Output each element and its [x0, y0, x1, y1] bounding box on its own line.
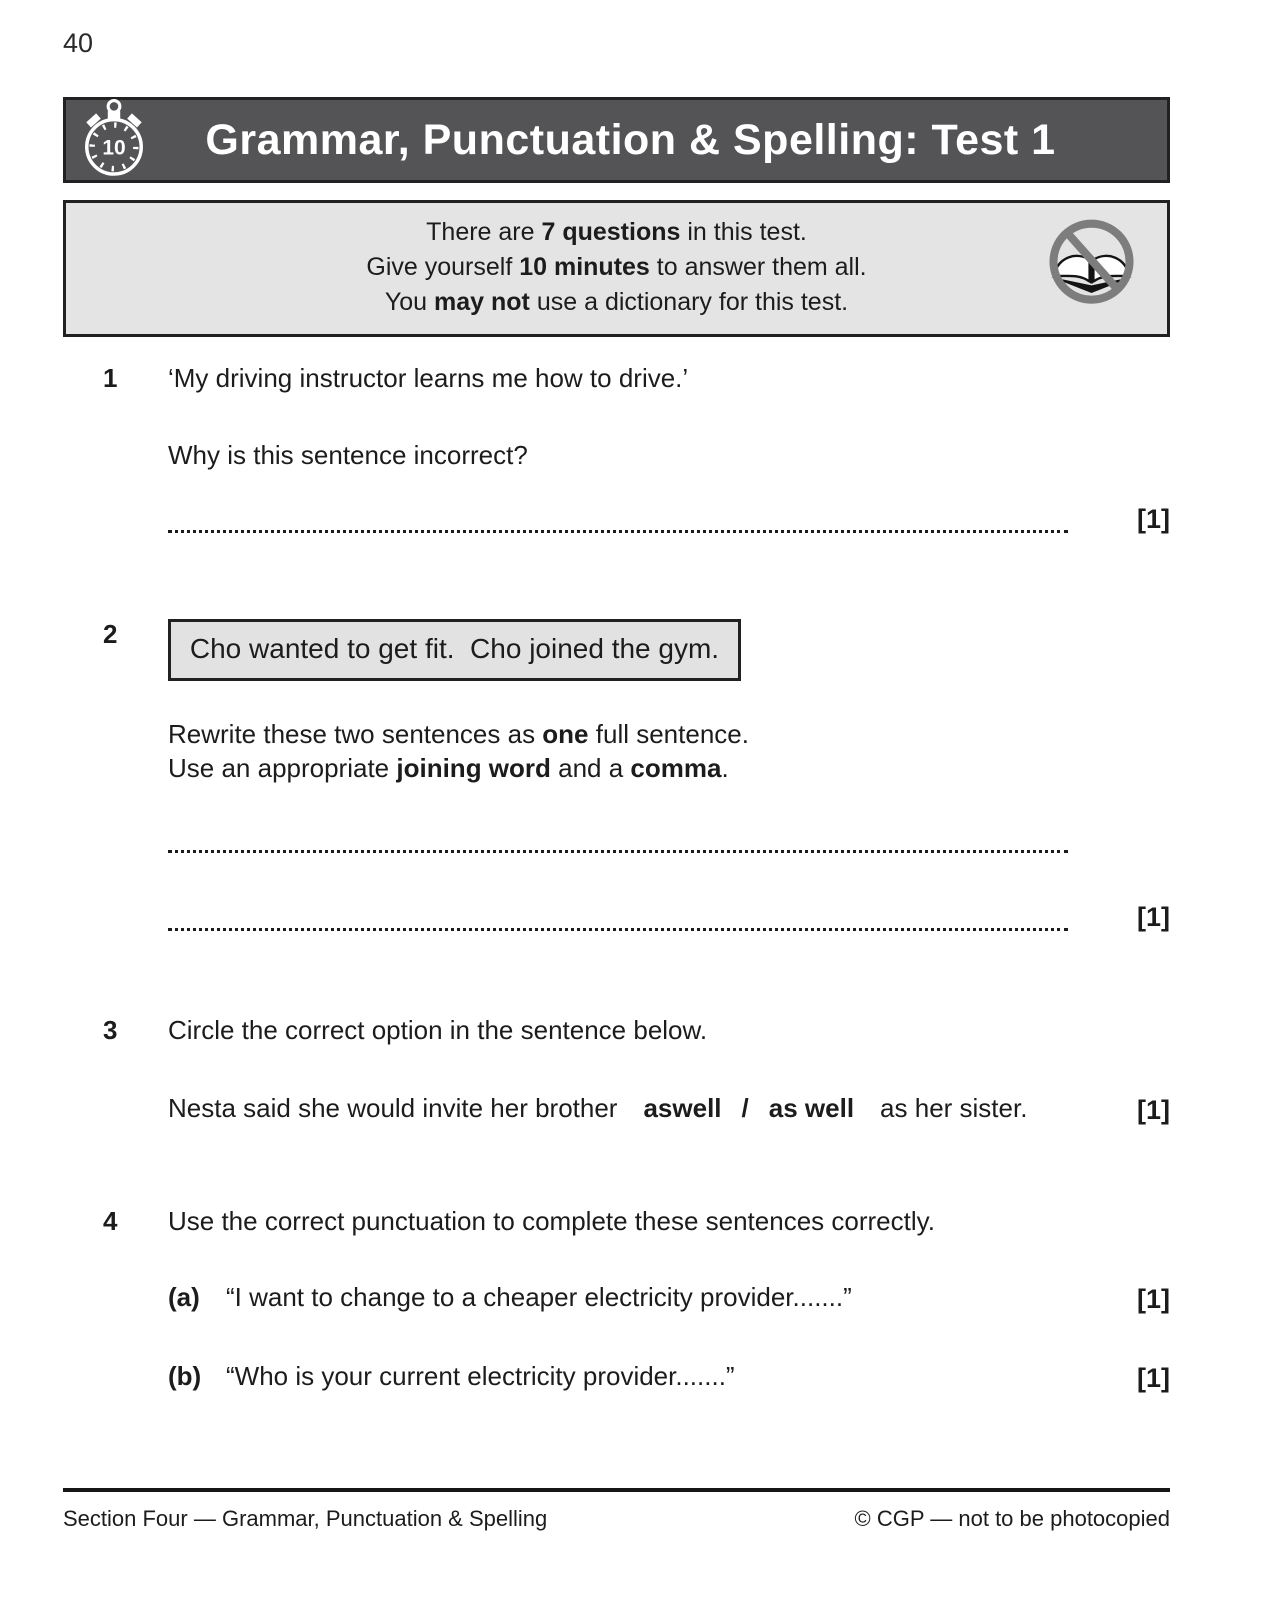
question-4a-marks: [1]: [1137, 1284, 1170, 1314]
question-1-prompt: Why is this sentence incorrect?: [168, 440, 528, 470]
instruction-bold: joining word: [396, 753, 551, 783]
instruction-bold: 7 questions: [541, 218, 681, 246]
page-number: 40: [63, 28, 94, 58]
instruction-text: Give yourself: [366, 253, 520, 281]
instruction-bold: may not: [434, 288, 530, 316]
instruction-text: use a dictionary for this test.: [529, 288, 849, 316]
question-2-stimulus-box: Cho wanted to get fit. Cho joined the gym.: [168, 619, 741, 681]
question-4b-label: (b): [168, 1361, 202, 1391]
question-3-option-aswell: aswell: [643, 1093, 722, 1123]
test-header-banner: [63, 97, 1170, 183]
instruction-bold: comma: [630, 753, 722, 783]
stopwatch-icon: [79, 97, 149, 183]
question-4b-marks: [1]: [1137, 1363, 1170, 1393]
question-2-answer-row: [168, 897, 1170, 931]
question-3: [63, 1015, 1170, 1045]
question-4a-row: [168, 1282, 1170, 1313]
question-2-instruction-line-2: [168, 751, 1170, 785]
question-1-marks: [1]: [1137, 504, 1170, 534]
question-3-sentence-start: Nesta said she would invite her brother: [168, 1093, 618, 1123]
instruction-text: Rewrite these two sentences as: [168, 719, 543, 749]
question-1-number: 1: [103, 363, 118, 393]
test-instructions-box: [63, 200, 1170, 337]
instruction-text: in this test.: [680, 218, 807, 246]
footer-copyright: © CGP — not to be photocopied: [854, 1506, 1170, 1531]
timer-minutes-label: 10: [102, 136, 126, 160]
question-3-option-separator: /: [741, 1093, 749, 1123]
question-3-sentence-row: [168, 1093, 1170, 1124]
instruction-bold: 10 minutes: [519, 253, 650, 281]
question-2-instruction-line-1: [168, 717, 1170, 751]
question-4b-row: [168, 1361, 1170, 1392]
question-2-instructions: [63, 717, 1170, 785]
question-3-option-as-well: as well: [768, 1093, 855, 1123]
question-3-number: 3: [103, 1015, 118, 1045]
question-3-marks: [1]: [1137, 1095, 1170, 1125]
question-1-sentence: ‘My driving instructor learns me how to drive.’: [168, 363, 689, 393]
instruction-line-1: [66, 215, 1167, 250]
question-4a-text: “I want to change to a cheaper electricity provider.......”: [226, 1282, 852, 1312]
no-dictionary-icon: [1044, 217, 1139, 322]
page-content: [63, 0, 1170, 1392]
question-1: [63, 363, 1170, 393]
instruction-text: and a: [550, 753, 631, 783]
page-footer: [63, 1488, 1170, 1532]
question-2-marks: [1]: [1137, 902, 1170, 932]
instruction-text: There are: [426, 218, 542, 246]
question-4b-text: “Who is your current electricity provider.......”: [226, 1361, 735, 1391]
question-3-sentence-end: as her sister.: [880, 1093, 1028, 1123]
page-title: Grammar, Punctuation & Spelling: Test 1: [205, 115, 1056, 164]
instruction-text: .: [721, 753, 729, 783]
answer-line: [168, 897, 1068, 931]
answer-line: [168, 499, 1068, 533]
instruction-bold: one: [542, 719, 589, 749]
question-1-answer-row: [168, 499, 1170, 533]
instruction-text: You: [384, 288, 435, 316]
question-2: [63, 619, 1170, 681]
instruction-text: full sentence.: [588, 719, 749, 749]
question-4: [63, 1206, 1170, 1236]
answer-line: [168, 819, 1068, 853]
question-4-number: 4: [103, 1206, 118, 1236]
question-3-prompt: Circle the correct option in the sentence below.: [168, 1015, 708, 1045]
question-4a-label: (a): [168, 1282, 200, 1312]
instruction-line-3: [66, 285, 1167, 320]
question-4-prompt: Use the correct punctuation to complete these sentences correctly.: [168, 1206, 935, 1236]
instruction-text: Use an appropriate: [168, 753, 397, 783]
question-2-number: 2: [103, 619, 118, 649]
footer-section-label: Section Four — Grammar, Punctuation & Spelling: [63, 1506, 548, 1531]
instruction-line-2: [66, 250, 1167, 285]
instruction-text: to answer them all.: [649, 253, 867, 281]
